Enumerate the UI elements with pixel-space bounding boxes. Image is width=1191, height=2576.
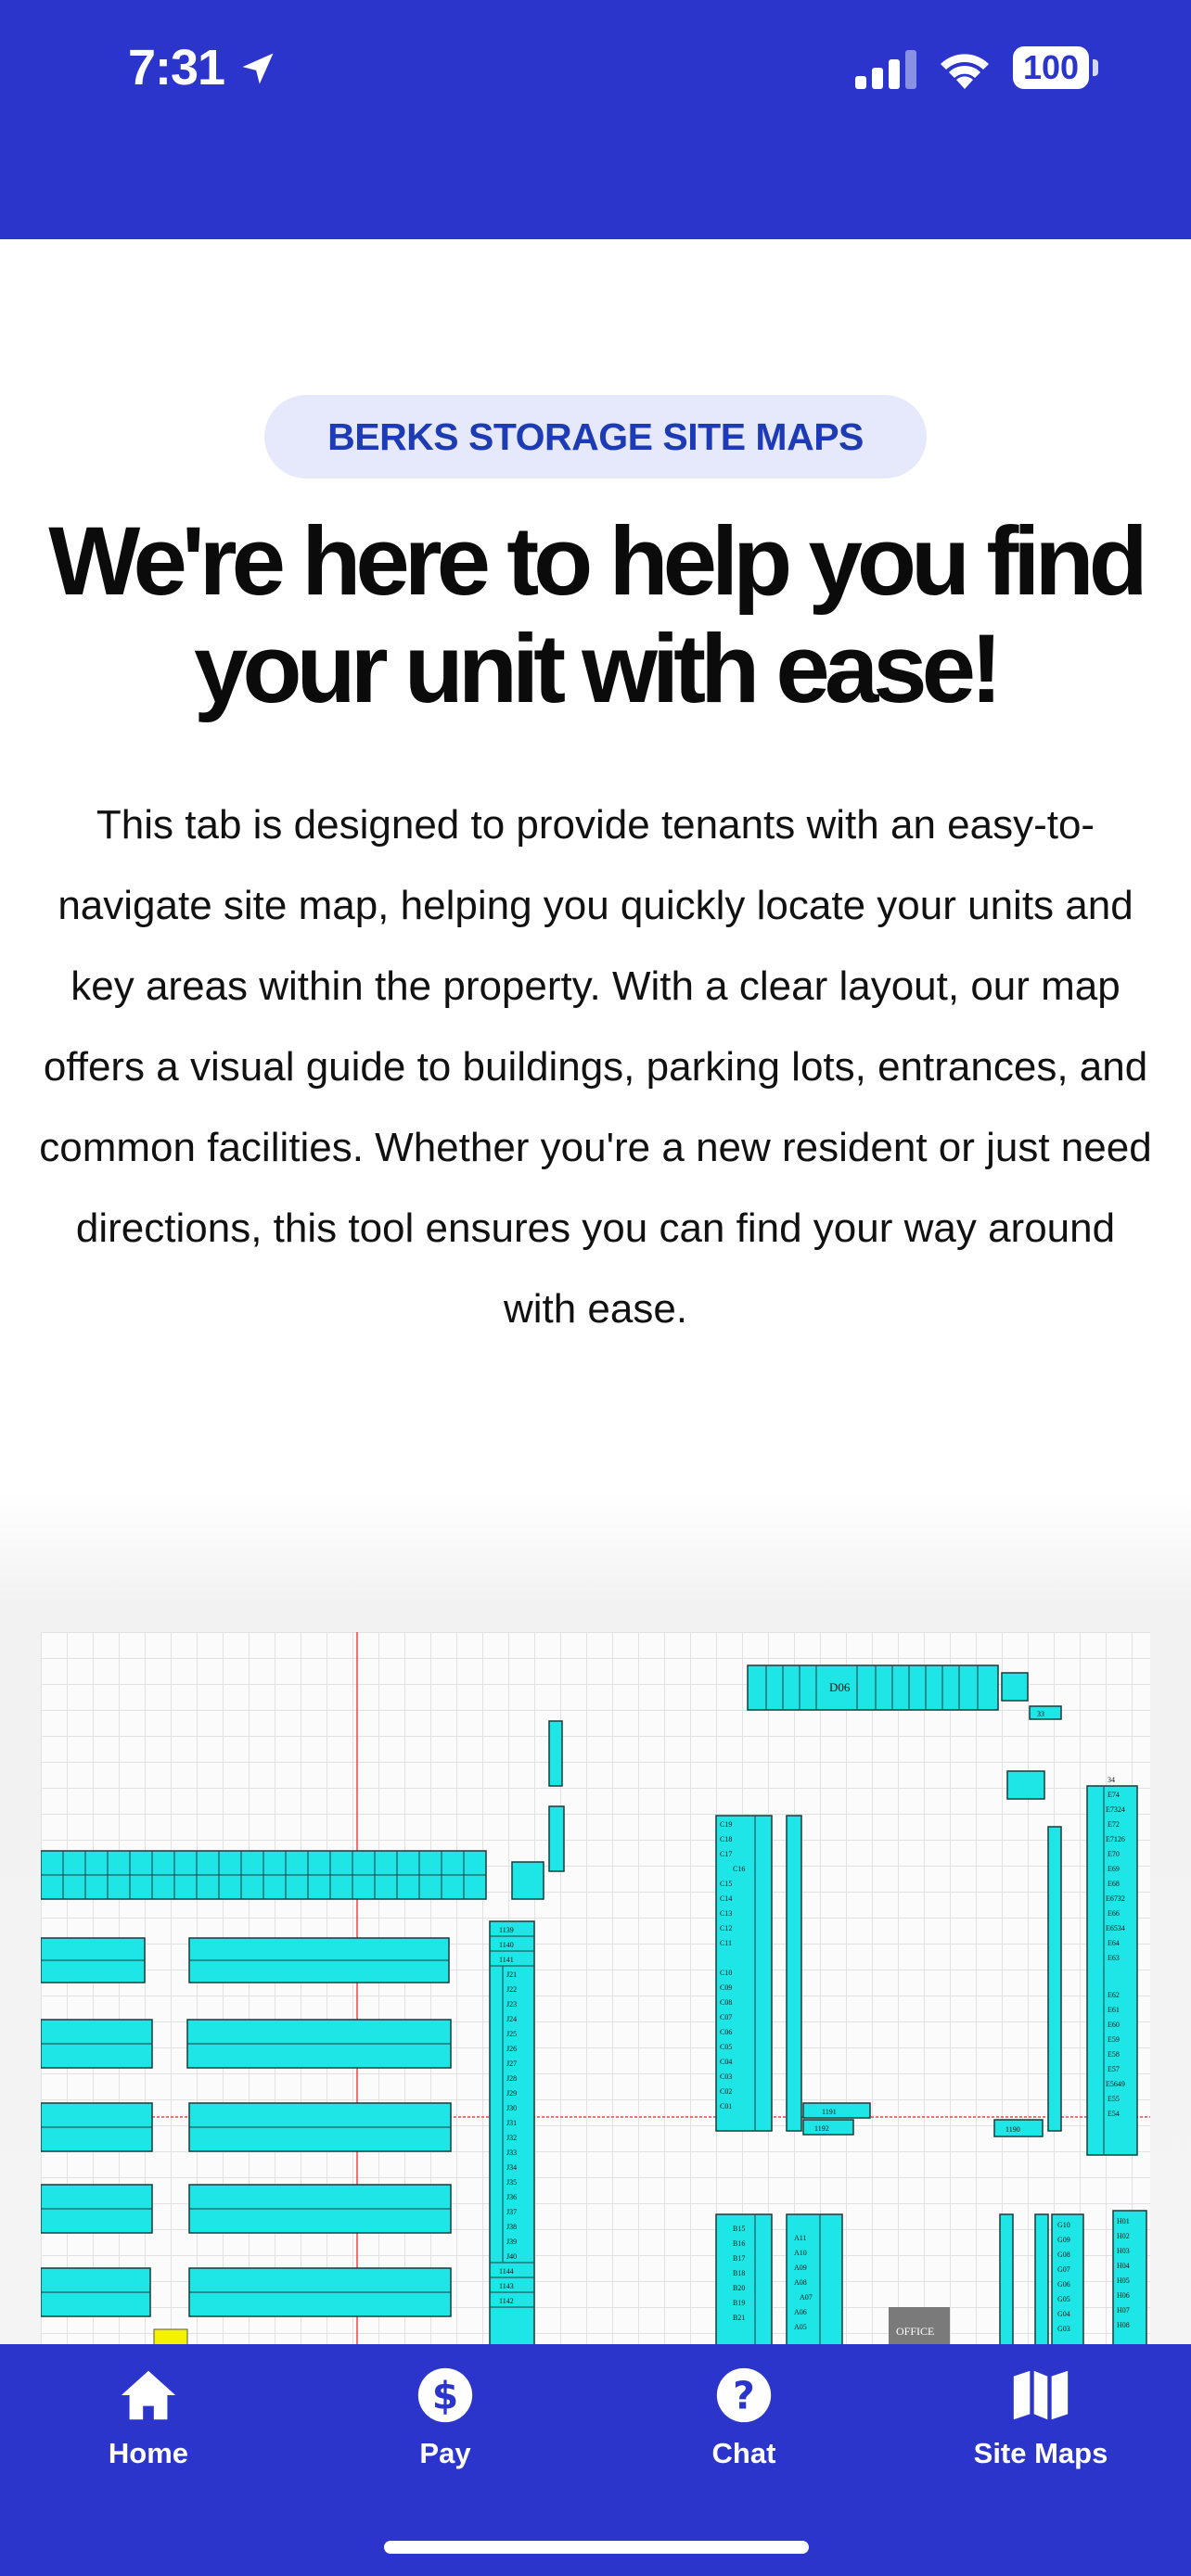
map-label-h03: H03 — [1117, 2247, 1130, 2255]
map-label-1140: 1140 — [499, 1941, 514, 1949]
tab-chat-label: Chat — [711, 2437, 776, 2469]
map-label-j37: J37 — [506, 2208, 518, 2216]
map-label-c06: C06 — [720, 2028, 733, 2036]
map-label-c02: C02 — [720, 2087, 733, 2096]
clock-time: 7:31 — [128, 40, 225, 96]
map-label-j31: J31 — [506, 2119, 518, 2127]
map-label-j34: J34 — [506, 2163, 518, 2172]
map-label-h05: H05 — [1117, 2276, 1130, 2285]
map-label-j33: J33 — [506, 2149, 518, 2157]
map-label-e68: E68 — [1108, 1880, 1120, 1888]
map-label-g07: G07 — [1057, 2265, 1070, 2274]
home-icon — [116, 2363, 181, 2428]
map-label-1190: 1190 — [1005, 2125, 1020, 2134]
map-label-c18: C18 — [720, 1835, 733, 1843]
map-label-j39: J39 — [506, 2238, 518, 2246]
map-label-b16: B16 — [733, 2239, 746, 2248]
building-e-inner — [1048, 1827, 1061, 2131]
map-label-b20: B20 — [733, 2284, 746, 2292]
map-label-b19: B19 — [733, 2299, 746, 2307]
tab-chat[interactable] — [642, 2363, 846, 2493]
page-description: This tab is designed to provide tenants with an easy-to-navigate site map, helping you quickly locate your units and key areas within the property. With a clear layout, our map offers a visual guide to buildings, parking lots, entrances, and common facilities. Whether you're a new resident or just need directions, this tool ensures you can find your way around with ease. — [39, 802, 1152, 1332]
map-label-e63: E63 — [1108, 1954, 1120, 1962]
map-label-g03: G03 — [1057, 2325, 1070, 2333]
map-label-b17: B17 — [733, 2254, 746, 2263]
wifi-icon — [937, 46, 992, 89]
map-label-j38: J38 — [506, 2223, 518, 2231]
map-label-e69: E69 — [1108, 1865, 1120, 1873]
building-b — [716, 2214, 772, 2346]
map-label-j29: J29 — [506, 2089, 518, 2098]
map-label-1142: 1142 — [499, 2297, 514, 2305]
map-label-j23: J23 — [506, 2000, 518, 2009]
map-label-1141: 1141 — [499, 1956, 514, 1964]
map-label-a05: A05 — [794, 2323, 807, 2331]
map-label-h06: H06 — [1117, 2291, 1130, 2300]
section-tag: BERKS STORAGE SITE MAPS — [264, 395, 927, 478]
map-label-c16: C16 — [733, 1865, 746, 1873]
map-label-c13: C13 — [720, 1909, 733, 1918]
map-label-c14: C14 — [720, 1894, 733, 1903]
map-label-g05: G05 — [1057, 2295, 1070, 2303]
map-label-e74: E74 — [1108, 1791, 1120, 1799]
map-label-j22: J22 — [506, 1985, 518, 1994]
svg-text:$: $ — [431, 2373, 459, 2418]
home-indicator[interactable] — [384, 2541, 809, 2554]
tab-pay[interactable] — [343, 2363, 547, 2493]
map-label-h02: H02 — [1117, 2232, 1130, 2240]
map-label-c17: C17 — [720, 1850, 733, 1858]
map-label-j27: J27 — [506, 2060, 518, 2068]
map-label-a06: A06 — [794, 2308, 807, 2316]
building-c-inner — [787, 1816, 801, 2131]
map-label-e57: E57 — [1108, 2065, 1120, 2073]
map-label-c19: C19 — [720, 1820, 733, 1829]
map-label-b21: B21 — [733, 2314, 746, 2322]
map-label-e58: E58 — [1108, 2050, 1120, 2059]
map-label-e61: E61 — [1108, 2006, 1120, 2014]
map-label-j36: J36 — [506, 2193, 518, 2201]
map-label-office: OFFICE — [896, 2325, 935, 2338]
cellular-signal-icon — [855, 50, 920, 89]
map-label-j28: J28 — [506, 2074, 518, 2083]
map-label-j21: J21 — [506, 1970, 518, 1979]
site-map[interactable] — [41, 1632, 1150, 2346]
tab-site-maps-label: Site Maps — [973, 2437, 1108, 2469]
map-label-j24: J24 — [506, 2015, 518, 2023]
status-bar — [0, 0, 1191, 239]
map-label-h04: H04 — [1117, 2262, 1130, 2270]
unit-strip — [1035, 2214, 1048, 2346]
battery-level: 100 — [1013, 46, 1089, 89]
map-label-e7126: E7126 — [1106, 1835, 1125, 1843]
map-label-34: 34 — [1108, 1776, 1115, 1784]
map-label-j25: J25 — [506, 2030, 518, 2038]
map-label-e5649: E5649 — [1106, 2080, 1125, 2088]
map-label-c10: C10 — [720, 1969, 733, 1977]
unit-block — [549, 1806, 564, 1871]
map-label-e60: E60 — [1108, 2021, 1120, 2029]
map-label-a08: A08 — [794, 2278, 807, 2287]
location-arrow-icon — [237, 48, 278, 89]
map-label-a11: A11 — [794, 2234, 807, 2242]
map-label-e54: E54 — [1108, 2110, 1120, 2118]
map-label-1139: 1139 — [499, 1926, 514, 1934]
tab-pay-label: Pay — [419, 2437, 471, 2469]
map-icon — [1008, 2363, 1073, 2428]
map-label-1143: 1143 — [499, 2282, 514, 2290]
unit-block — [1007, 1771, 1044, 1799]
site-map-graphic — [41, 1632, 1150, 2346]
map-label-c07: C07 — [720, 2013, 733, 2021]
tab-home[interactable] — [46, 2363, 250, 2493]
map-label-e59: E59 — [1108, 2035, 1120, 2044]
map-label-g10: G10 — [1057, 2221, 1070, 2229]
unit-block — [549, 1721, 562, 1786]
unit-1191 — [803, 2103, 870, 2118]
map-label-e72: E72 — [1108, 1820, 1120, 1829]
map-label-c12: C12 — [720, 1924, 733, 1932]
map-label-e66: E66 — [1108, 1909, 1120, 1918]
map-label-33: 33 — [1037, 1710, 1044, 1718]
unit-block — [512, 1862, 544, 1899]
map-label-e55: E55 — [1108, 2095, 1120, 2103]
map-label-c03: C03 — [720, 2072, 733, 2081]
map-label-a09: A09 — [794, 2264, 807, 2272]
map-label-b15: B15 — [733, 2225, 746, 2233]
unit-block — [1002, 1673, 1028, 1701]
tab-site-maps[interactable] — [939, 2363, 1143, 2493]
map-label-c05: C05 — [720, 2043, 733, 2051]
map-label-j40: J40 — [506, 2252, 518, 2261]
map-label-b18: B18 — [733, 2269, 746, 2277]
unit-block — [1030, 1706, 1061, 1719]
map-label-e6534: E6534 — [1106, 1924, 1125, 1932]
unit-strip — [1000, 2214, 1013, 2346]
building-d — [748, 1665, 998, 1710]
map-label-1192: 1192 — [814, 2124, 829, 2133]
map-label-j26: J26 — [506, 2045, 518, 2053]
map-label-h07: H07 — [1117, 2306, 1130, 2315]
map-label-e6732: E6732 — [1106, 1894, 1125, 1903]
map-label-e7324: E7324 — [1106, 1805, 1125, 1814]
map-label-g09: G09 — [1057, 2236, 1070, 2244]
battery-tip — [1093, 59, 1098, 76]
map-label-e70: E70 — [1108, 1850, 1120, 1858]
map-label-c15: C15 — [720, 1880, 733, 1888]
svg-text:?: ? — [733, 2373, 755, 2418]
map-label-d06: D06 — [829, 1680, 851, 1694]
map-label-c08: C08 — [720, 1998, 733, 2007]
dollar-icon — [413, 2363, 478, 2428]
map-label-c11: C11 — [720, 1939, 733, 1947]
map-label-j32: J32 — [506, 2134, 518, 2142]
map-label-c04: C04 — [720, 2058, 733, 2066]
tab-home-label: Home — [108, 2437, 189, 2469]
question-icon — [711, 2363, 776, 2428]
map-label-h08: H08 — [1117, 2321, 1130, 2329]
map-label-j35: J35 — [506, 2178, 518, 2187]
map-label-j30: J30 — [506, 2104, 518, 2112]
map-label-c01: C01 — [720, 2102, 733, 2111]
map-label-c09: C09 — [720, 1983, 733, 1992]
map-label-g04: G04 — [1057, 2310, 1070, 2318]
map-label-h01: H01 — [1117, 2217, 1130, 2225]
map-label-g08: G08 — [1057, 2251, 1070, 2259]
map-label-e62: E62 — [1108, 1991, 1120, 1999]
map-label-g06: G06 — [1057, 2280, 1070, 2289]
map-label-e64: E64 — [1108, 1939, 1120, 1947]
map-label-a10: A10 — [794, 2249, 807, 2257]
page-headline: We're here to help you find your unit with ease! — [48, 507, 1143, 723]
map-label-a07: A07 — [800, 2293, 813, 2302]
map-label-1191: 1191 — [822, 2108, 837, 2116]
map-label-1144: 1144 — [499, 2267, 514, 2276]
